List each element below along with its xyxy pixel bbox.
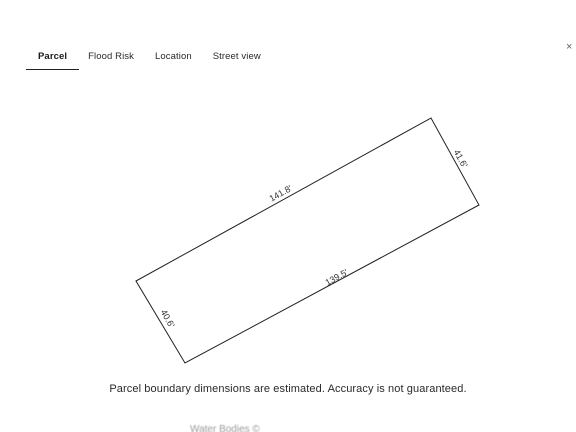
parcel-boundary <box>136 118 479 363</box>
dimension-label-top: 141.8' <box>267 183 294 204</box>
footer-partial-text: Water Bodies © <box>190 424 260 432</box>
tab-parcel[interactable]: Parcel <box>26 48 79 70</box>
tab-street-view[interactable]: Street view <box>212 51 261 62</box>
dimension-label-left: 40.6' <box>158 307 177 330</box>
tab-location[interactable]: Location <box>155 51 192 62</box>
dimension-label-right: 41.6' <box>451 147 470 170</box>
disclaimer-text: Parcel boundary dimensions are estimated. Accuracy is not guaranteed. <box>109 383 467 395</box>
close-icon[interactable]: × <box>566 41 573 53</box>
dimension-label-bottom: 139.5' <box>323 267 350 288</box>
tab-flood-risk[interactable]: Flood Risk <box>88 51 134 62</box>
